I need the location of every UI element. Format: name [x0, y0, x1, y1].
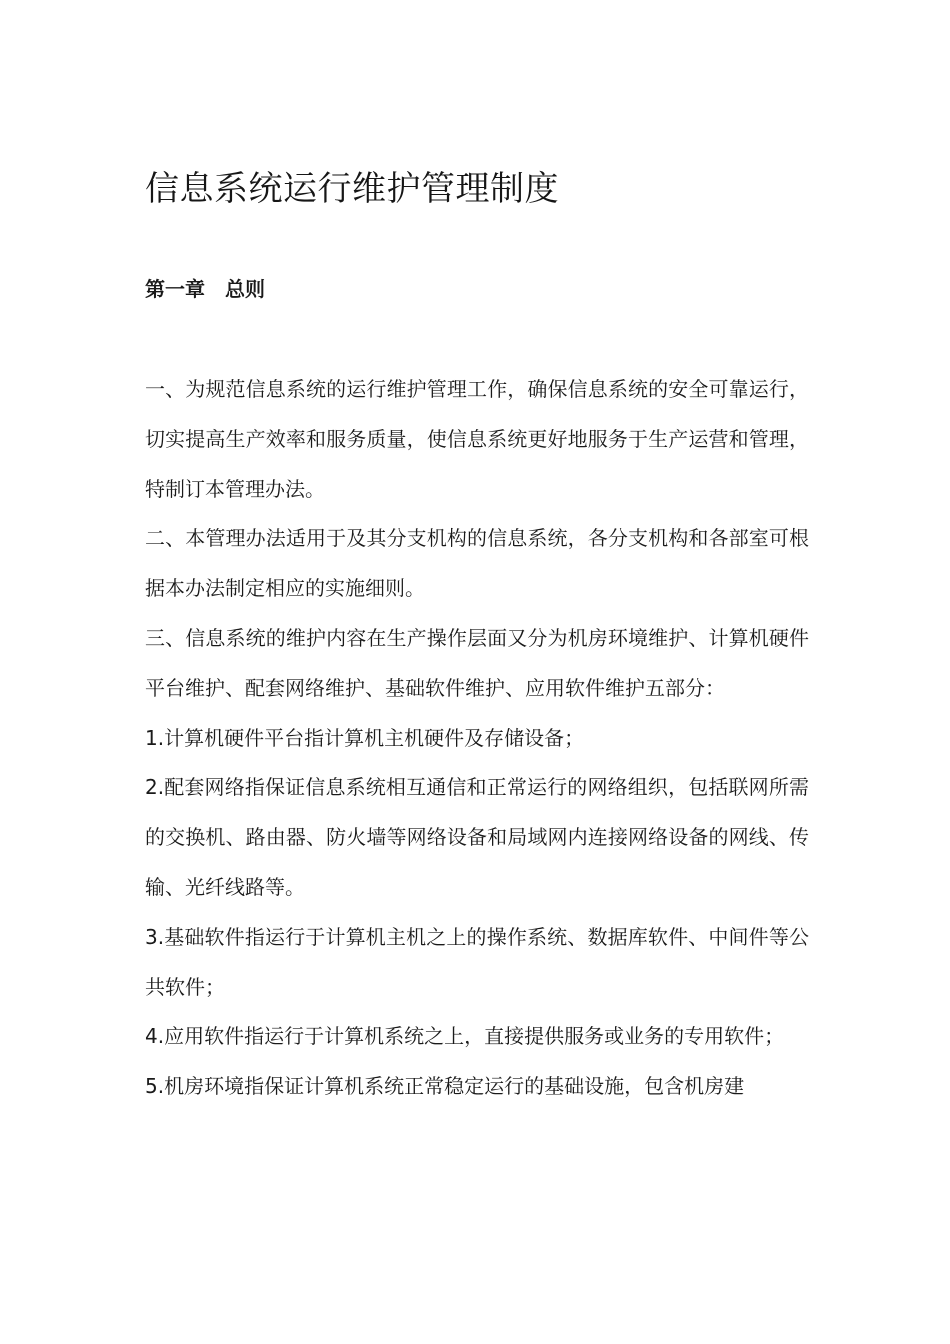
chapter-heading: 第一章 总则: [145, 277, 265, 301]
list-item: 5.机房环境指保证计算机系统正常稳定运行的基础设施，包含机房建: [145, 1074, 745, 1099]
document-title: 信息系统运行维护管理制度: [145, 169, 559, 209]
list-item: 3.基础软件指运行于计算机主机之上的操作系统、数据库软件、中间件等公共软件；: [145, 924, 809, 999]
paragraph: 一、为规范信息系统的运行维护管理工作，确保信息系统的安全可靠运行，切实提高生产效率和服务质量，使信息系统更好地服务于生产运营和管理，特制订本管理办法。: [145, 377, 809, 501]
list-item: 2.配套网络指保证信息系统相互通信和正常运行的网络组织，包括联网所需的交换机、路由器、防火墙等网络设备和局域网内连接网络设备的网线、传输、光纤线路等。: [145, 775, 809, 899]
paragraph: 二、本管理办法适用于及其分支机构的信息系统，各分支机构和各部室可根据本办法制定相应的实施细则。: [145, 526, 809, 601]
document-body: [145, 365, 809, 1112]
paragraph: 三、信息系统的维护内容在生产操作层面又分为机房环境维护、计算机硬件平台维护、配套网络维护、基础软件维护、应用软件维护五部分：: [145, 625, 809, 700]
list-item: 4.应用软件指运行于计算机系统之上，直接提供服务或业务的专用软件；: [145, 1024, 785, 1049]
list-item: 1.计算机硬件平台指计算机主机硬件及存储设备；: [145, 725, 585, 750]
